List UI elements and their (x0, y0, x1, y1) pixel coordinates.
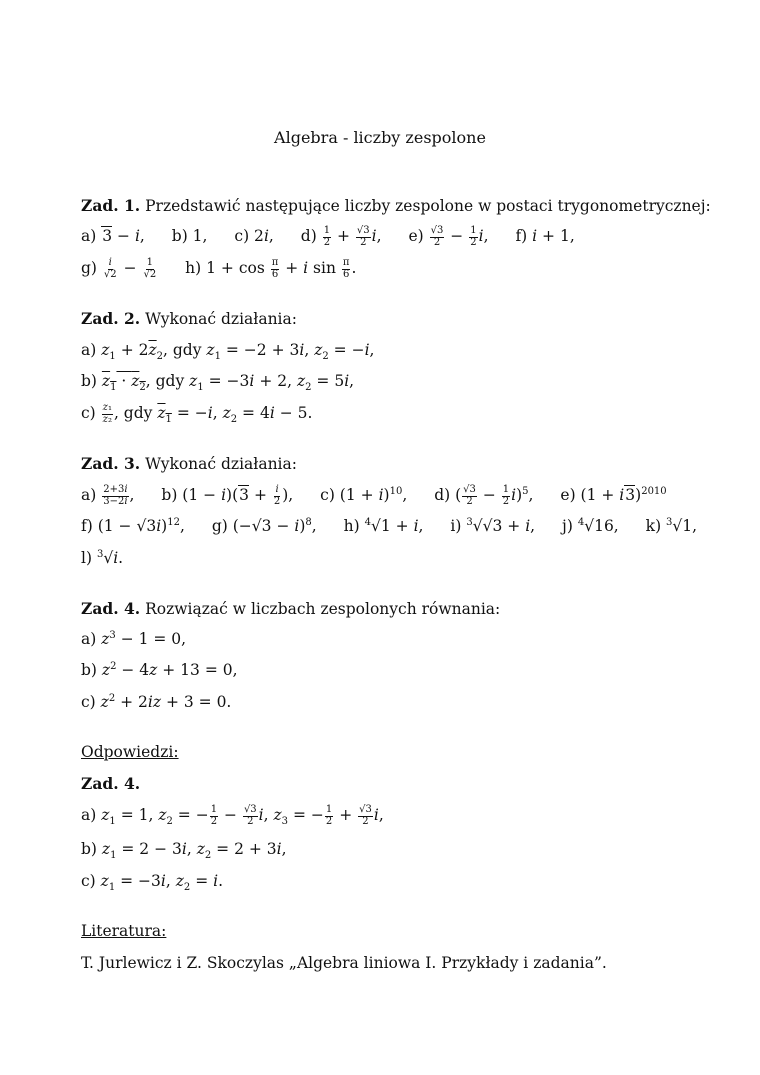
task-2-item-c: c) $\frac{\text{z₁}}{\text{z₂}}$ , gdy $z_1 = -i$, $z_2 = 4i - 5$. (81, 402, 313, 426)
task-3-line-1: a) $\frac{2+3i}{3-2i}$ , b) (1 − i)(3 + $\frac{i}{2}$ ), c) $(1 + i)^{10}$, d) ( $\frac{√3}{2}$ − $\frac{1}{2}$ i)$^5$, e) $(1 + i3)^{2010}$ (81, 484, 667, 507)
task-1-item-b: b) 1, (171, 227, 208, 245)
task-3-line-3: l) $^3$√i. (81, 549, 124, 568)
task-4-label: Zad. 4. (81, 599, 141, 618)
task-1-item-h: h) 1 + cos $\frac{\pi}{6}$ + i sin $\frac{\pi}{6}$ . (185, 257, 357, 280)
task-4-text: Rozwiązać w liczbach zespolonych równania: (145, 600, 501, 618)
task-3-label: Zad. 3. (81, 454, 141, 473)
task-1-header (81, 196, 711, 215)
answers-heading: Odpowiedzi: (81, 743, 179, 761)
answer-item-b: b) $z_1 = 2 - 3i$, $z_2 = 2 + 3i$, (81, 840, 287, 862)
literature-text: T. Jurlewicz i Z. Skoczylas „Algebra liniowa I. Przykłady i zadania”. (81, 954, 607, 972)
task-3-text: Wykonać działania: (145, 455, 297, 473)
task-4-item-c: c) $z^2 + 2iz + 3 = 0$. (81, 693, 232, 712)
task-1-line-2 (81, 258, 700, 280)
task-4-item-b: b) $z^2 - 4z + 13 = 0$, (81, 661, 238, 680)
answers-label: Zad. 4. (81, 774, 141, 793)
task-2-item-b: b) $z_1 \cdot z_2$, gdy $z_1 = -3i + 2$, $z_2 = 5i$, (81, 372, 355, 394)
task-1-item-e: e) $\frac{√3}{2}$ − $\frac{1}{2}$ i, (408, 225, 489, 248)
task-1-item-g: g) $\frac{i}{√2}$ − $\frac{1}{√2}$ (81, 257, 157, 280)
task-2-header (81, 309, 700, 328)
task-1-item-f: f) i + 1, (515, 227, 575, 245)
task-4-item-a: a) $z^3 - 1 = 0$, (81, 630, 187, 649)
task-4-header (81, 599, 700, 618)
task-1-text: Przedstawić następujące liczby zespolone w postaci trygonometrycznej: (145, 197, 711, 215)
task-1-label: Zad. 1. (81, 196, 141, 215)
task-3-line-2: f) $(1 - √3i)^{12}$, g) $(-√3 - i)^8$, h) $^4$√1 + i, i) $^3$√√3 + i, j) $^4$√16, k) $^3$√1, (81, 517, 698, 536)
task-2-text: Wykonać działania: (145, 310, 297, 328)
answer-item-a: a) $z_1 = 1$, $z_2$ = − $\frac{1}{2}$ − $\frac{√3}{2}$ i, $z_3$ = − $\frac{1}{2}$ + $\frac{√3}{2}$ i, (81, 804, 384, 828)
task-1-line-1 (81, 226, 700, 248)
task-3-header (81, 454, 700, 473)
task-1-item-a: a) 3 − i, (81, 227, 145, 245)
task-1-item-c: c) 2i, (234, 227, 274, 245)
task-2-label: Zad. 2. (81, 309, 141, 328)
answer-item-c: c) $z_1 = -3i$, $z_2 = i$. (81, 872, 224, 894)
literature-heading: Literatura: (81, 922, 167, 940)
task-1-item-d: d) $\frac{1}{2}$ + $\frac{√3}{2}$ i, (300, 225, 382, 248)
page-title: Algebra - liczby zespolone (274, 128, 486, 147)
task-2-item-a: a) $z_1 + 2\overline{z}_2$, gdy $z_1 = -2 + 3i$, $z_2 = -i$, (81, 341, 375, 363)
